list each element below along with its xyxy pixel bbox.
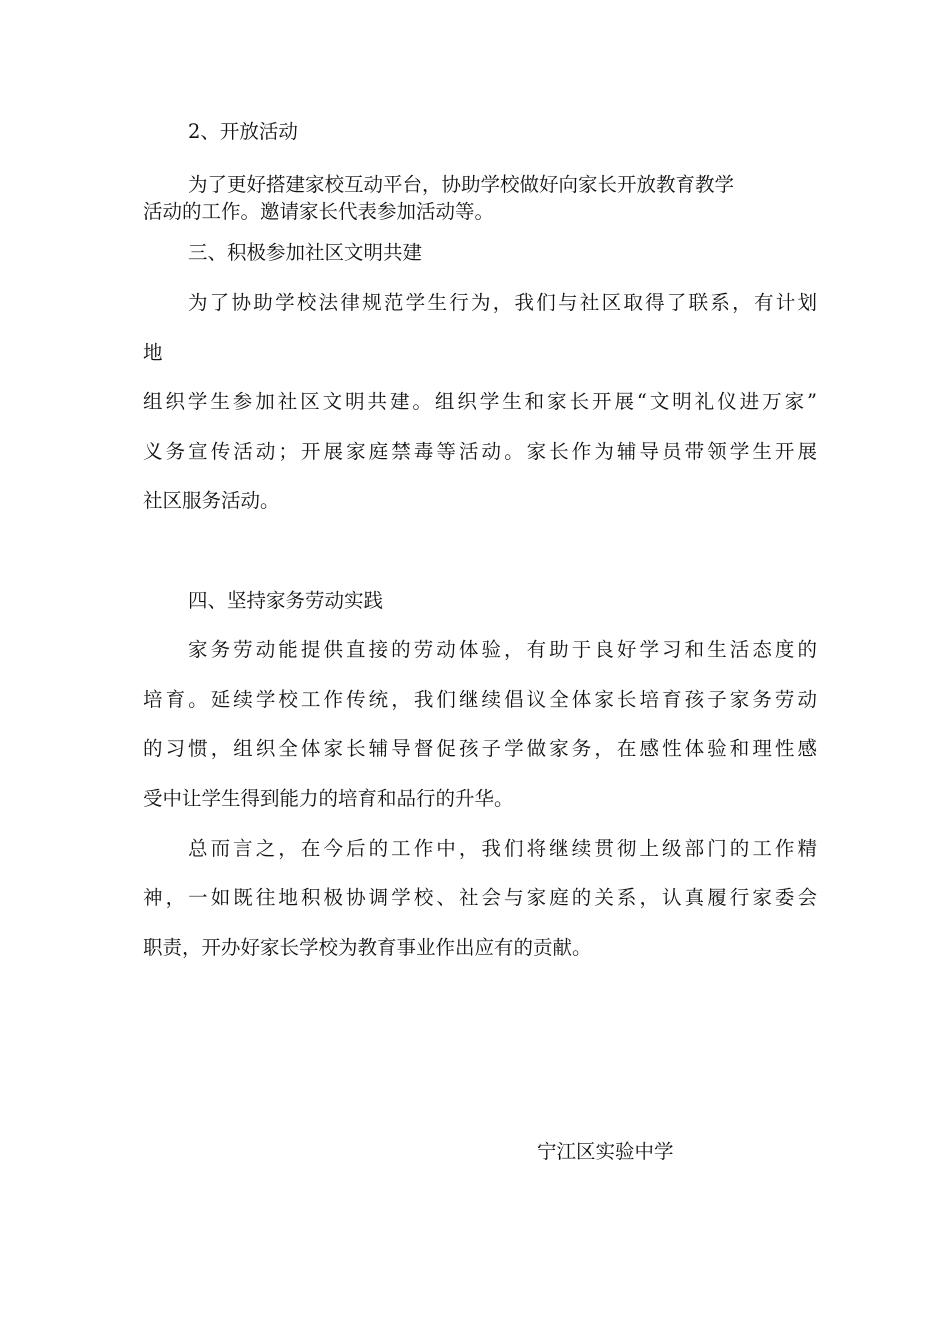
paragraph-line: 培育。延续学校工作传统，我们继续倡议全体家长培育孩子家务劳动 [143, 688, 817, 711]
paragraph-line: 组织学生参加社区文明共建。组织学生和家长开展“文明礼仪进万家” [143, 390, 817, 413]
paragraph-line: 神，一如既往地积极协调学校、社会与家庭的关系，认真履行家委会 [143, 886, 817, 909]
paragraph-line: 义务宣传活动；开展家庭禁毒等活动。家长作为辅导员带领学生开展 [143, 440, 817, 463]
paragraph-line: 为了协助学校法律规范学生行为，我们与社区取得了联系，有计划 [188, 291, 817, 314]
signature: 宁江区实验中学 [537, 1140, 674, 1163]
paragraph-line: 的习惯，组织全体家长辅导督促孩子学做家务，在感性体验和理性感 [143, 737, 817, 760]
paragraph-line: 为了更好搭建家校互动平台，协助学校做好向家长开放教育教学 [188, 173, 735, 196]
paragraph-line: 家务劳动能提供直接的劳动体验，有助于良好学习和生活态度的 [188, 638, 817, 661]
paragraph-line: 活动的工作。邀请家长代表参加活动等。 [143, 200, 495, 223]
paragraph-line: 社区服务活动。 [143, 489, 280, 512]
paragraph-line: 受中让学生得到能力的培育和品行的升华。 [143, 787, 514, 810]
paragraph-line: 总而言之，在今后的工作中，我们将继续贯彻上级部门的工作精 [188, 837, 817, 860]
section-heading-community: 三、积极参加社区文明共建 [188, 241, 423, 264]
paragraph-line: 职责，开办好家长学校为教育事业作出应有的贡献。 [143, 936, 592, 959]
section-heading-open-activities: 2、开放活动 [188, 120, 298, 143]
section-heading-housework: 四、坚持家务劳动实践 [188, 589, 384, 612]
paragraph-line: 地 [143, 341, 163, 364]
